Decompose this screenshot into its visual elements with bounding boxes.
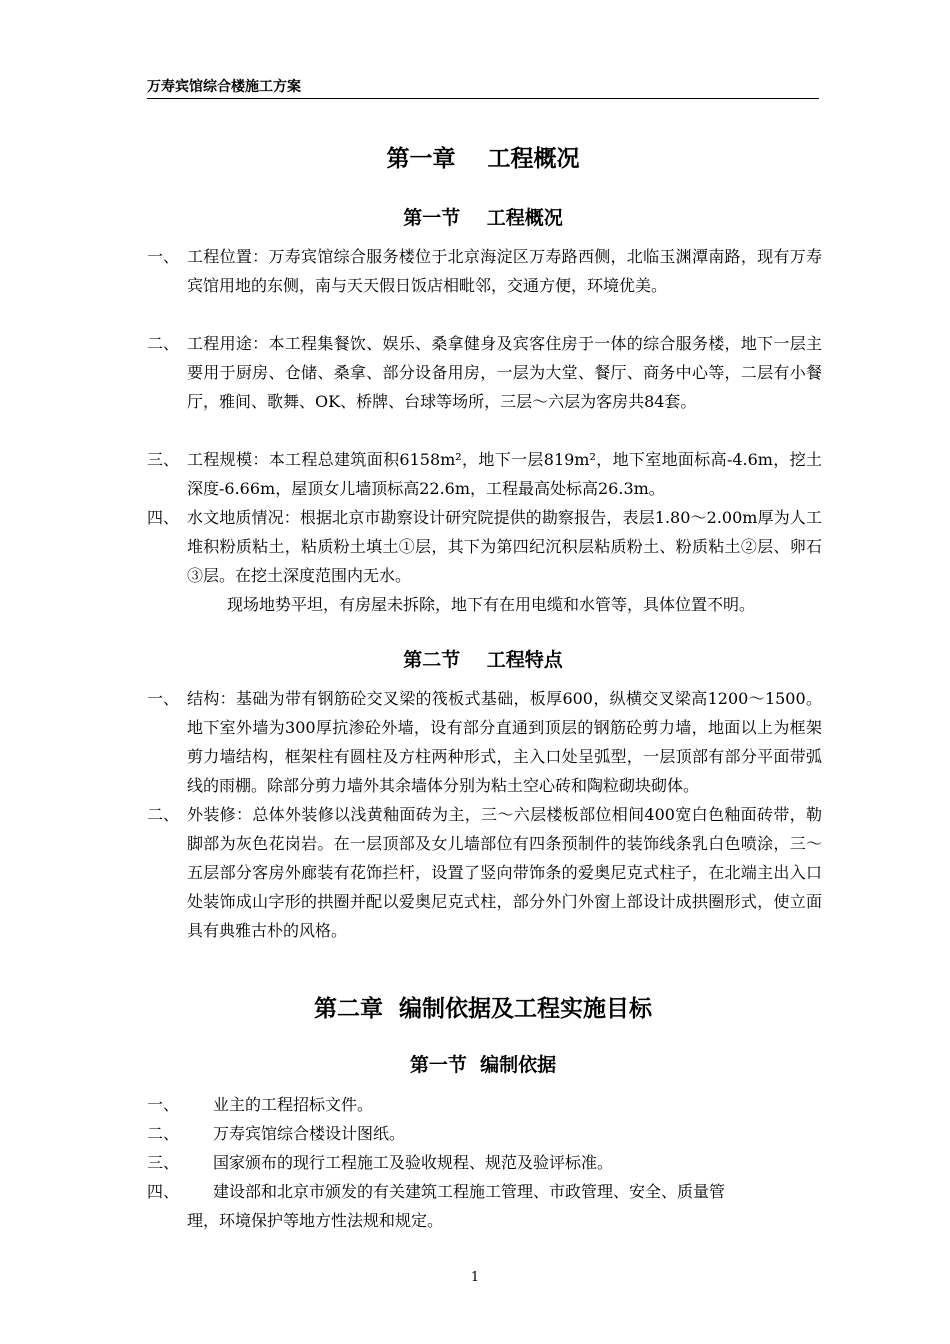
chapter-2-section-1-title: 第一节 编制依据 bbox=[409, 1054, 557, 1076]
list-text: 万寿宾馆综合楼设计图纸。 bbox=[213, 1124, 406, 1143]
list-text: 国家颁布的现行工程施工及验收规程、规范及验评标准。 bbox=[213, 1153, 614, 1172]
list-text: 工程用途：本工程集餐饮、娱乐、桑拿健身及宾客住房于一体的综合服务楼，地下一层主要用于厨房、仓储、桑拿、部分设备用房，一层为大堂、餐厅、商务中心等，二层有小餐厅，雅间、歌舞、OK、桥牌、台球等场所，三层～六层为客房共84套。 bbox=[187, 334, 822, 411]
header-title: 万寿宾馆综合楼施工方案 bbox=[147, 79, 301, 95]
list-number: 二、 bbox=[147, 1124, 180, 1143]
list-item bbox=[147, 1090, 822, 1119]
page-header bbox=[147, 78, 819, 99]
list-text: 外装修：总体外装修以浅黄釉面砖为主，三～六层楼板部位相间400宽白色釉面砖带，勒脚部为灰色花岗岩。在一层顶部及女儿墙部位有四条预制件的装饰线条乳白色喷涂，三～五层部分客房外廊装有花饰拦杆，设置了竖向带饰条的爱奥尼克式柱子，在北端主出入口处装饰成山字形的拱圈并配以爱奥尼克式柱，部分外门外窗上部设计成拱圈形式，使立面具有典雅古朴的风格。 bbox=[187, 805, 822, 940]
list-text-line2: 理，环境保护等地方性法规和规定。 bbox=[187, 1211, 444, 1230]
list-number: 一、 bbox=[147, 247, 180, 266]
list-item bbox=[147, 329, 822, 416]
chapter-2-title: 第二章 编制依据及工程实施目标 bbox=[313, 996, 652, 1022]
list-text: 水文地质情况：根据北京市勘察设计研究院提供的勘察报告，表层1.80～2.00m厚为人工堆积粉质粘土，粘质粉土填土①层，其下为第四纪沉积层粘质粉土、粉质粘土②层、卵石③层。在挖土深度范围内无水。 bbox=[187, 508, 822, 585]
list-text: 业主的工程招标文件。 bbox=[213, 1095, 374, 1114]
list-number: 二、 bbox=[147, 334, 180, 353]
list-item bbox=[147, 684, 822, 800]
list-item bbox=[147, 503, 822, 590]
list-text: 工程位置：万寿宾馆综合服务楼位于北京海淀区万寿路西侧，北临玉渊潭南路，现有万寿宾馆用地的东侧，南与天天假日饭店相毗邻，交通方便，环境优美。 bbox=[187, 247, 822, 295]
list-number: 三、 bbox=[147, 1153, 180, 1172]
chapter-1-title: 第一章 工程概况 bbox=[386, 146, 580, 172]
list-item bbox=[147, 1177, 822, 1235]
list-text: 工程规模：本工程总建筑面积6158m²，地下一层819m²，地下室地面标高-4.6m，挖土深度-6.66m，屋顶女儿墙顶标高22.6m，工程最高处标高26.3m。 bbox=[187, 450, 822, 498]
list-number: 四、 bbox=[147, 508, 180, 527]
list-item bbox=[147, 1148, 822, 1177]
list-item bbox=[147, 242, 822, 300]
list-text-line1: 建设部和北京市颁发的有关建筑工程施工管理、市政管理、安全、质量管 bbox=[213, 1182, 726, 1201]
site-note: 现场地势平坦，有房屋未拆除，地下有在用电缆和水管等，具体位置不明。 bbox=[227, 595, 756, 614]
list-item bbox=[147, 1119, 822, 1148]
list-number: 四、 bbox=[147, 1182, 180, 1201]
list-number: 二、 bbox=[147, 805, 180, 824]
list-number: 一、 bbox=[147, 689, 180, 708]
list-text: 结构：基础为带有钢筋砼交叉梁的筏板式基础，板厚600，纵横交叉梁高1200～1500。地下室外墙为300厚抗渗砼外墙，设有部分直通到顶层的钢筋砼剪力墙，地面以上为框架剪力墙结构，框架柱有圆柱及方柱两种形式，主入口处呈弧型，一层顶部有部分平面带弧线的雨棚。除部分剪力墙外其余墙体分别为粘土空心砖和陶粒砌块砌体。 bbox=[187, 689, 822, 795]
list-item bbox=[147, 445, 822, 503]
list-number: 三、 bbox=[147, 450, 180, 469]
list-item bbox=[147, 800, 822, 945]
chapter-1-section-2-title: 第二节 工程特点 bbox=[403, 649, 563, 671]
page-number: 1 bbox=[470, 1270, 480, 1285]
list-number: 一、 bbox=[147, 1095, 180, 1114]
chapter-1-section-1-title: 第一节 工程概况 bbox=[403, 207, 563, 229]
